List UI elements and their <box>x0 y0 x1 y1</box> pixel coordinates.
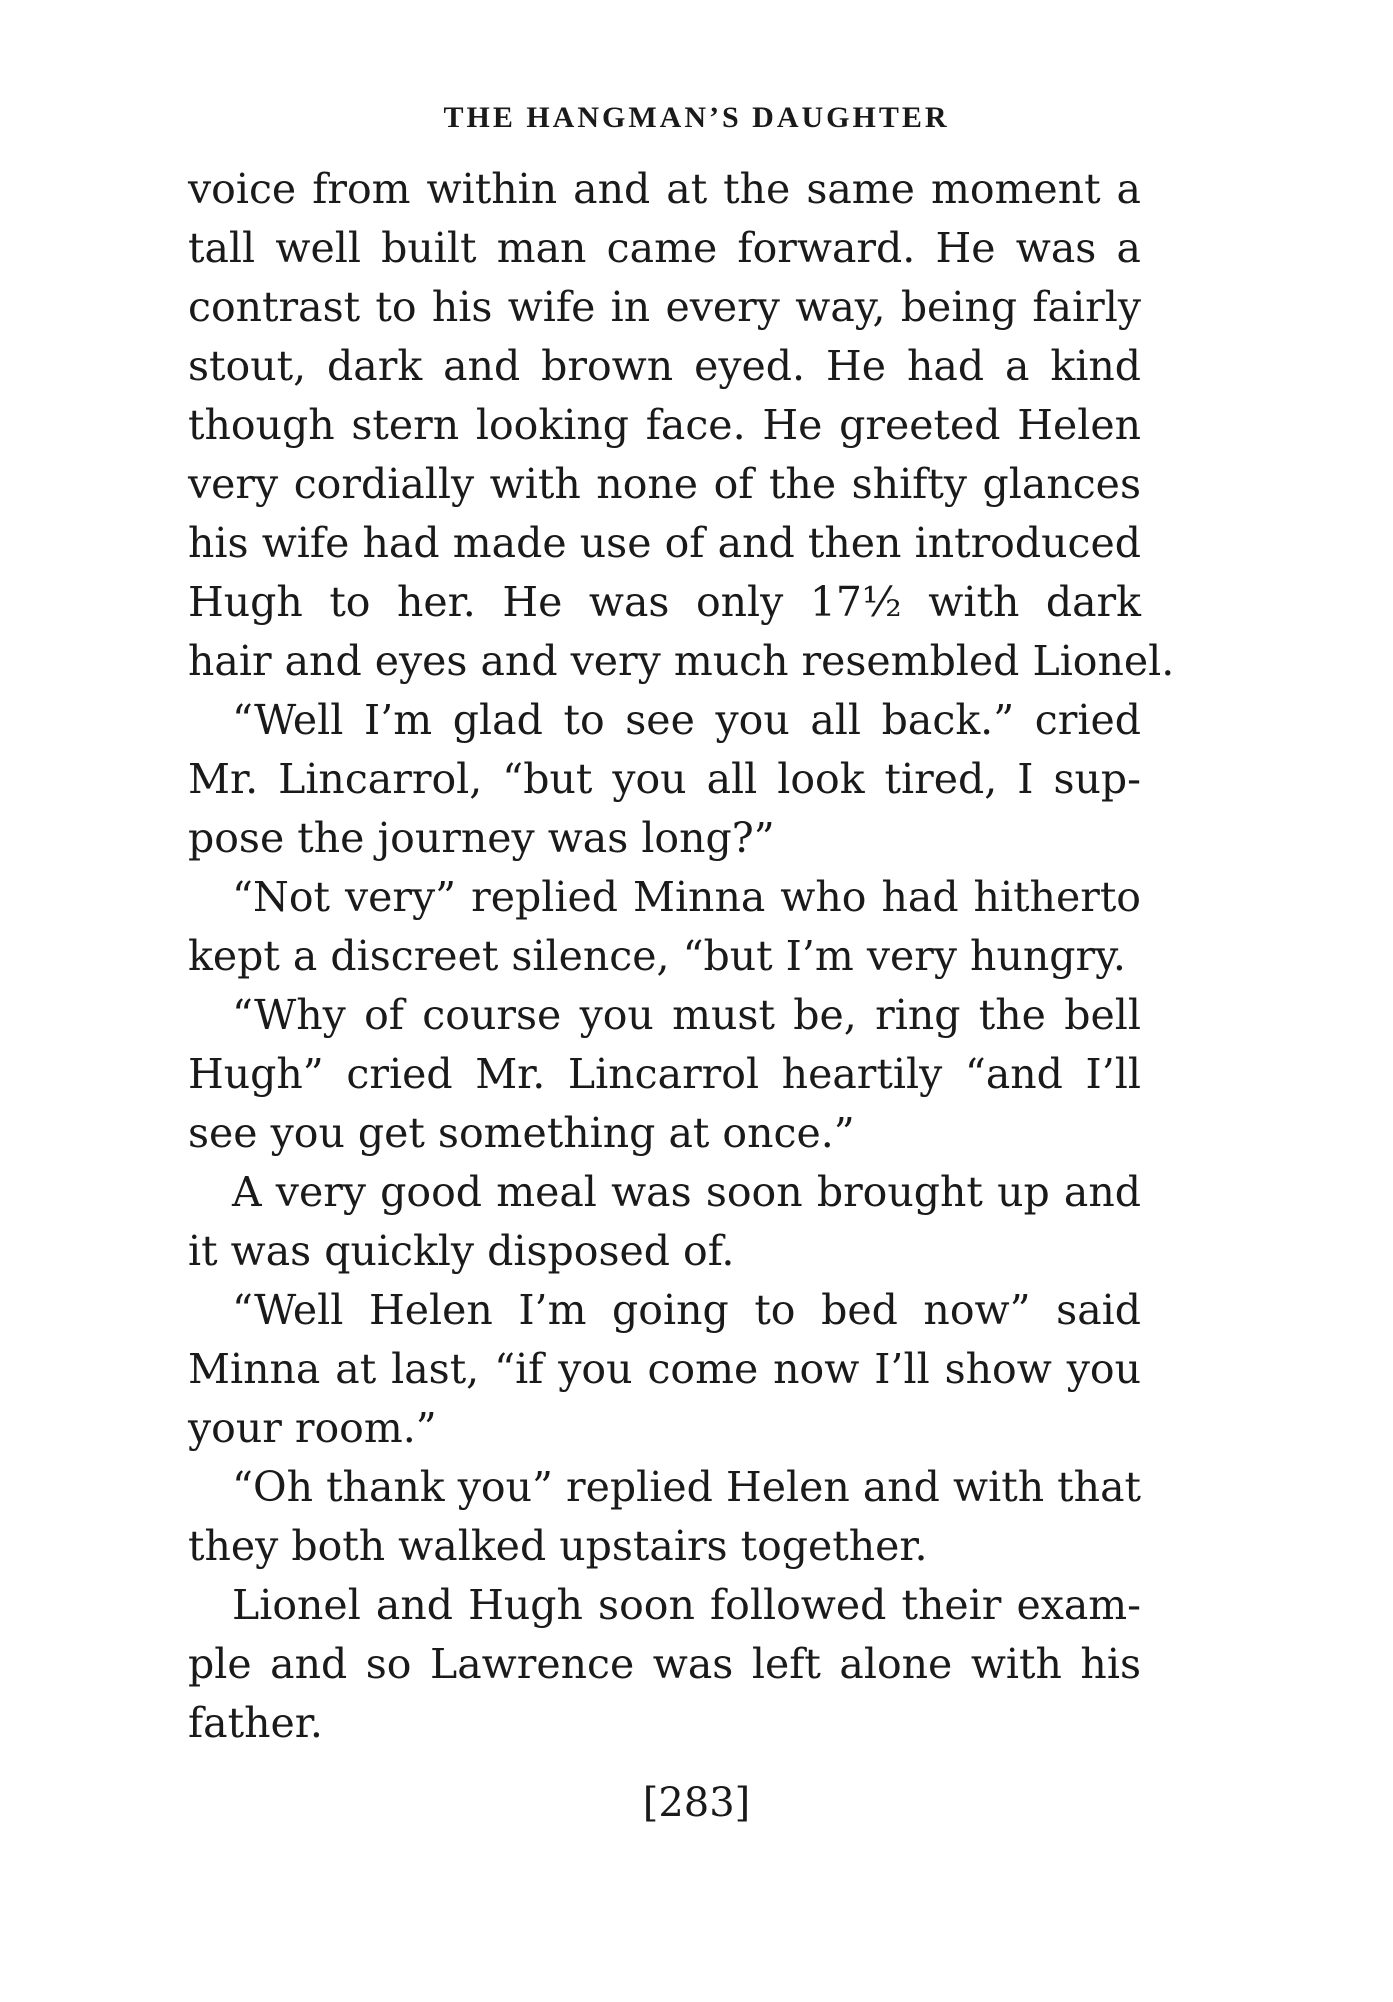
text-line: voice from within and at the same moment a <box>188 165 1141 213</box>
text-line: Minna at last, “if you come now I’ll show you <box>188 1345 1141 1393</box>
text-line: pose the journey was long?” <box>188 814 775 862</box>
text-line: A very good meal was soon brought up and <box>232 1168 1141 1216</box>
text-line: Hugh to her. He was only 17½ with dark <box>188 578 1141 626</box>
text-line: very cordially with none of the shifty glances <box>188 460 1141 508</box>
text-line: your room.” <box>188 1404 437 1452</box>
text-line: contrast to his wife in every way, being fairly <box>188 283 1141 331</box>
running-head: THE HANGMAN’S DAUGHTER <box>443 101 950 134</box>
text-line: stout, dark and brown eyed. He had a kind <box>188 342 1141 390</box>
text-line: “Why of course you must be, ring the bell <box>232 991 1141 1039</box>
text-line: “Well I’m glad to see you all back.” cried <box>232 696 1141 744</box>
page-number: [283] <box>642 1780 751 1826</box>
text-line: it was quickly disposed of. <box>188 1227 735 1275</box>
text-line: though stern looking face. He greeted Helen <box>188 401 1141 449</box>
text-line: father. <box>188 1699 323 1747</box>
body-text <box>188 160 1175 1753</box>
text-line: kept a discreet silence, “but I’m very hungry. <box>188 932 1126 980</box>
text-line: Hugh” cried Mr. Lincarrol heartily “and I’ll <box>188 1050 1141 1098</box>
text-line: see you get something at once.” <box>188 1109 855 1157</box>
text-line: tall well built man came forward. He was a <box>188 224 1141 272</box>
text-line: “Not very” replied Minna who had hitherto <box>232 873 1141 921</box>
text-line: ple and so Lawrence was left alone with his <box>188 1640 1141 1688</box>
text-line: “Well Helen I’m going to bed now” said <box>232 1286 1141 1334</box>
text-line: they both walked upstairs together. <box>188 1522 928 1570</box>
text-line: “Oh thank you” replied Helen and with that <box>232 1463 1141 1511</box>
text-line: Mr. Lincarrol, “but you all look tired, I sup- <box>188 755 1141 803</box>
text-line: his wife had made use of and then introduced <box>188 519 1141 567</box>
text-line: Lionel and Hugh soon followed their exam- <box>232 1581 1141 1629</box>
text-line: hair and eyes and very much resembled Lionel. <box>188 637 1175 685</box>
